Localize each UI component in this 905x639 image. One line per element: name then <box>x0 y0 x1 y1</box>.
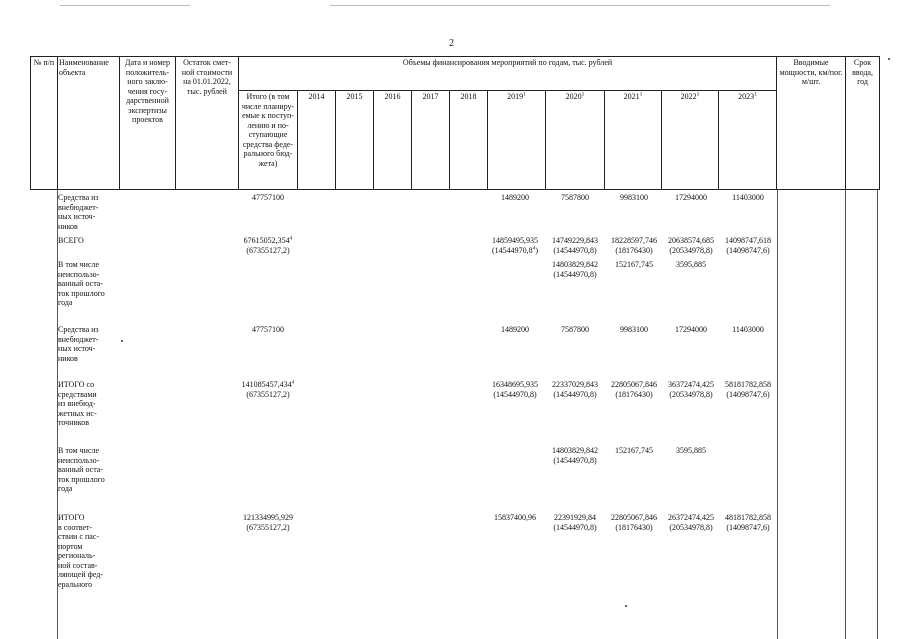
row-value-2023: 58181782,858 (14098747,6) <box>725 380 771 399</box>
header-year-2019: 2019$^1$ <box>488 91 546 190</box>
row-value-2022: 3595,885 <box>676 446 706 455</box>
row-label: ИТОГО со средствами из внебюд- жетных ис- точников <box>58 380 97 427</box>
header-year-2021: 2021$^1$ <box>605 91 662 190</box>
header-term: Срок ввода, год <box>846 57 880 190</box>
header-num: № п/п <box>31 57 58 190</box>
scan-speck <box>121 340 123 342</box>
row-value-2022: 26372474,425 (20534978,8) <box>668 513 714 532</box>
row-total: 47757100 <box>252 325 284 334</box>
table-body <box>0 190 905 639</box>
row-value-2023: 11403000 <box>732 193 764 202</box>
row-value-2019: 1489200 <box>501 193 529 202</box>
scan-top-rule <box>330 5 830 6</box>
column-divider <box>845 190 846 639</box>
header-date: Дата и номер положитель-ного заклю-чения госу-дарственной экспертизы проектов <box>120 57 176 190</box>
row-value-2020: 14749229,843 (14544970,8) <box>552 236 598 255</box>
row-label: ВСЕГО <box>58 236 84 245</box>
row-value-2021: 152167,745 <box>615 260 653 269</box>
row-value-2020: 22337029,843 (14544970,8) <box>552 380 598 399</box>
row-value-2021: 18228597,746 (18176430) <box>611 236 657 255</box>
header-table <box>30 56 880 190</box>
column-divider <box>877 190 878 639</box>
header-year-2017: 2017 <box>412 91 450 190</box>
header-year-2016: 2016 <box>374 91 412 190</box>
row-value-2022: 3595,885 <box>676 260 706 269</box>
row-value-2021: 9983100 <box>620 193 648 202</box>
row-total: 47757100 <box>252 193 284 202</box>
row-label: Средства из внебюджет- ных источ- ников <box>58 325 99 363</box>
row-label: ИТОГО в соответ- ствии с пас- портом региональ- ной состав- ляющей фед- ерального <box>58 513 104 589</box>
header-remain: Остаток смет-ной стоимости на 01.01.2022, тыс. рублей <box>176 57 239 190</box>
row-value-2023: 11403000 <box>732 325 764 334</box>
row-value-2021: 152167,745 <box>615 446 653 455</box>
row-value-2020: 7587800 <box>561 325 589 334</box>
row-value-2021: 22805067,846 (18176430) <box>611 380 657 399</box>
header-volumes: Объемы финансирования мероприятий по годам, тыс. рублей <box>239 57 777 91</box>
row-label: В том числе неиспользо- ванный оста- ток прошлого года <box>58 446 105 493</box>
row-value-2019: 1489200 <box>501 325 529 334</box>
header-year-2015: 2015 <box>336 91 374 190</box>
header-capacity: Вводимые мощности, км/пог. м/шт. <box>777 57 846 190</box>
row-value-2022: 36372474,425 (20534978,8) <box>668 380 714 399</box>
row-value-2019: 15837400,96 <box>494 513 536 522</box>
scan-top-rule <box>60 5 190 6</box>
scan-speck <box>888 58 890 60</box>
header-year-2023: 2023$^1$ <box>719 91 777 190</box>
row-value-2020: 14803829,842 (14544970,8) <box>552 260 598 279</box>
row-value-2019: 16348695,935 (14544970,8) <box>492 380 538 399</box>
row-value-2020: 14803829,842 (14544970,8) <box>552 446 598 465</box>
row-value-2023: 14098747,618 (14098747,6) <box>725 236 771 255</box>
header-name: Наименование объекта <box>58 57 120 190</box>
row-value-2020: 22391929,84 (14544970,8) <box>553 513 597 532</box>
row-total: 121334995,929 (67355127,2) <box>243 513 293 532</box>
header-total: Итого (в том числе планиру-емые к поступ-лению и по-ступающие средства феде-рального бюд-жета) <box>239 91 298 190</box>
column-divider <box>777 190 778 639</box>
header-year-2014: 2014 <box>298 91 336 190</box>
row-label: В том числе неиспользо- ванный оста- ток прошлого года <box>58 260 105 307</box>
row-value-2022: 17294000 <box>675 193 707 202</box>
page-number: 2 <box>449 38 454 49</box>
row-label: Средства из внебюджет- ных источ- ников <box>58 193 99 231</box>
row-value-2021: 22805067,846 (18176430) <box>611 513 657 532</box>
header-year-2022: 2022$^1$ <box>662 91 719 190</box>
row-value-2019: 14859495,935 (14544970,8$^4$) <box>491 236 539 255</box>
row-value-2023: 48181782,858 (14098747,6) <box>725 513 771 532</box>
header-year-2018: 2018 <box>450 91 488 190</box>
header-year-2020: 2020$^1$ <box>546 91 605 190</box>
row-value-2022: 20638574,685 (20534978,8) <box>668 236 714 255</box>
row-value-2022: 17294000 <box>675 325 707 334</box>
row-total: 67615052,354$^4$ (67355127,2) <box>243 235 293 255</box>
scan-speck <box>625 605 627 607</box>
row-total: 141085457,434$^4$ (67355127,2) <box>241 379 295 399</box>
row-value-2021: 9983100 <box>620 325 648 334</box>
row-value-2020: 7587800 <box>561 193 589 202</box>
